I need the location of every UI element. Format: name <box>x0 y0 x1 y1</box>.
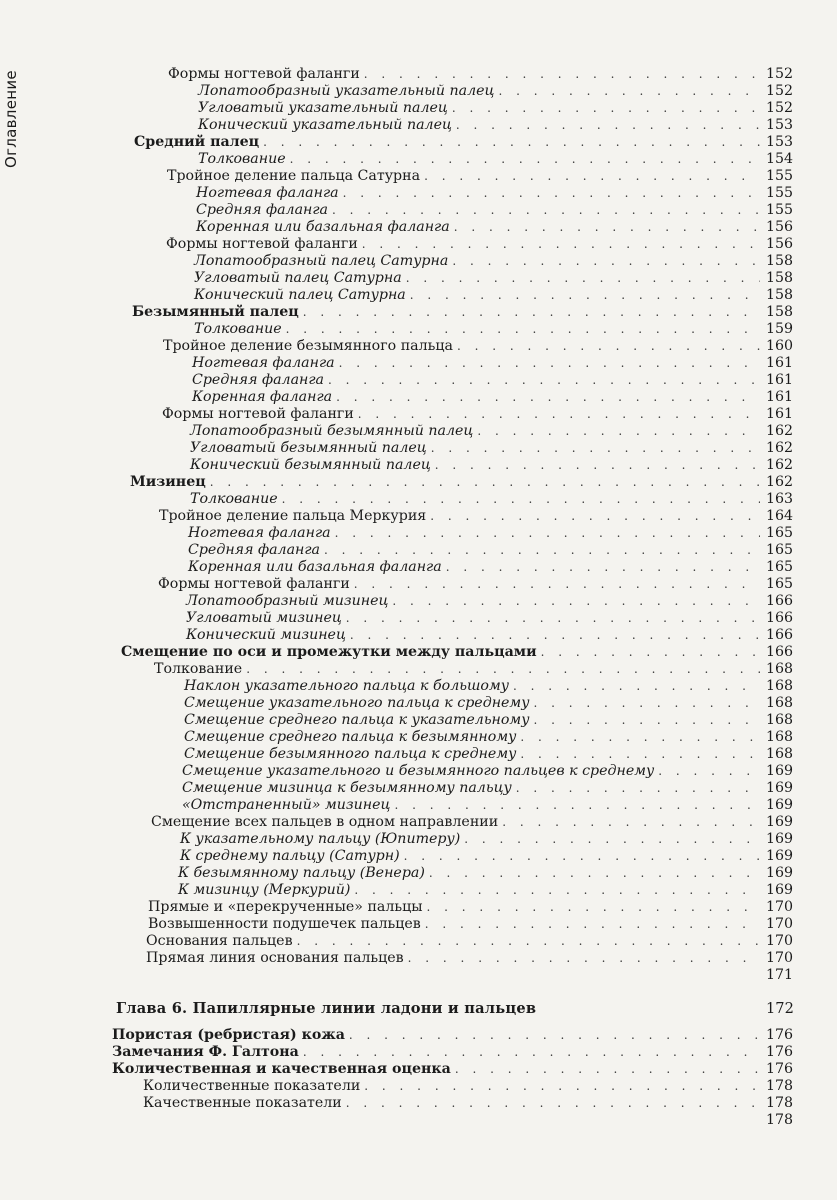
toc-entry <box>178 882 792 899</box>
toc-entry-page: 166 <box>766 593 794 609</box>
dot-leader <box>457 338 760 355</box>
toc-entry-title: Толкование <box>194 321 282 337</box>
toc-entry-title: Лопатообразный указательный палец <box>198 83 495 99</box>
toc-entry-title: Ногтевая фаланга <box>196 185 339 201</box>
toc-entry <box>148 899 792 916</box>
dot-leader <box>282 491 760 508</box>
toc-entry-page: 176 <box>766 1027 794 1043</box>
toc-entry <box>186 627 792 644</box>
toc-entry <box>180 848 792 865</box>
dot-leader <box>533 712 760 729</box>
toc-entry-page: 178 <box>766 1078 794 1094</box>
toc-entry-title: Прямые и «перекрученные» пальцы <box>148 899 423 915</box>
toc-entry-title: Смещение среднего пальца к безымянному <box>184 729 517 745</box>
toc-entry <box>134 134 792 151</box>
toc-entry <box>143 1078 792 1095</box>
toc-entry-title: Смещение безымянного пальца к среднему <box>184 746 517 762</box>
toc-entry-page: 169 <box>766 763 794 779</box>
dot-leader <box>392 593 760 610</box>
toc-entry-title: Средняя фаланга <box>196 202 328 218</box>
dot-leader <box>427 899 760 916</box>
dot-leader <box>533 695 760 712</box>
toc-entry <box>198 117 792 134</box>
toc-entry <box>198 100 792 117</box>
dot-leader <box>358 406 760 423</box>
dot-leader <box>354 576 760 593</box>
toc-entry-page: 152 <box>766 66 794 82</box>
toc-entry-page: 164 <box>766 508 794 524</box>
toc-entry <box>188 525 792 542</box>
toc-entry-title: Формы ногтевой фаланги <box>166 236 358 252</box>
toc-entry-title: Коренная фаланга <box>192 389 333 405</box>
section-side-title: Оглавление <box>2 70 20 168</box>
toc-entry-title: Конический мизинец <box>186 627 346 643</box>
toc-entry-page: 155 <box>766 202 794 218</box>
toc-entry-title: Конический указательный палец <box>198 117 452 133</box>
toc-entry <box>166 236 792 253</box>
toc-entry <box>162 406 792 423</box>
toc-entry-page: 158 <box>766 304 794 320</box>
toc-entry <box>196 202 792 219</box>
toc-entry-page: 156 <box>766 236 794 252</box>
toc-entry-page: 178 <box>766 1112 794 1128</box>
toc-entry-title: Средний палец <box>134 134 260 150</box>
toc-entry-title: Прямая линия основания пальцев <box>146 950 404 966</box>
toc-entry <box>182 763 792 780</box>
toc-entry-page: 171 <box>766 967 794 983</box>
toc-entry-page: 168 <box>766 678 794 694</box>
toc-entry <box>112 1044 792 1061</box>
toc-entry-title: Основания пальцев <box>146 933 293 949</box>
toc-entry <box>112 1061 792 1078</box>
toc-entry-page: 158 <box>766 253 794 269</box>
toc-entry <box>151 814 792 831</box>
dot-leader <box>303 304 760 321</box>
toc-entry-title: Смещение указательного и безымянного пальцев к среднему <box>182 763 655 779</box>
dot-leader <box>516 780 760 797</box>
toc-entry-page: 162 <box>766 457 794 473</box>
toc-entry <box>194 287 792 304</box>
toc-entry-page: 168 <box>766 695 794 711</box>
toc-entry <box>190 491 792 508</box>
toc-entry-title: Мизинец <box>130 474 206 490</box>
dot-leader <box>455 1061 760 1078</box>
toc-entry-page: 155 <box>766 168 794 184</box>
toc-entry-page: 168 <box>766 712 794 728</box>
toc-entry-page: 166 <box>766 610 794 626</box>
dot-leader <box>435 457 760 474</box>
toc-entry-title: Тройное деление пальца Сатурна <box>167 168 421 184</box>
dot-leader <box>332 202 760 219</box>
dot-leader <box>502 814 760 831</box>
dot-leader <box>350 627 760 644</box>
toc-entry-page: 161 <box>766 372 794 388</box>
toc-entry-page: 165 <box>766 576 794 592</box>
toc-entry <box>130 474 792 491</box>
toc-entry-page: 166 <box>766 644 794 660</box>
toc-entry <box>198 151 792 168</box>
toc-entry-page: 162 <box>766 423 794 439</box>
dot-leader <box>454 219 760 236</box>
dot-leader <box>410 287 760 304</box>
toc-entry-title: Угловатый палец Сатурна <box>194 270 402 286</box>
toc-entry-title: Угловатый указательный палец <box>198 100 448 116</box>
dot-leader <box>513 678 760 695</box>
toc-entry-title: Конический палец Сатурна <box>194 287 406 303</box>
dot-leader <box>343 185 760 202</box>
toc-entry-title: Ногтевая фаланга <box>188 525 331 541</box>
toc-entry-page: 165 <box>766 542 794 558</box>
dot-leader <box>364 66 760 83</box>
toc-entry <box>146 933 792 950</box>
toc-entry <box>190 457 792 474</box>
toc-entry <box>188 559 792 576</box>
toc-entry-page: 156 <box>766 219 794 235</box>
dot-leader <box>430 508 760 525</box>
toc-entry-title: Формы ногтевой фаланги <box>162 406 354 422</box>
dot-leader <box>408 950 760 967</box>
dot-leader <box>425 916 760 933</box>
dot-leader <box>362 236 760 253</box>
toc-entry-title: Коренная или базальная фаланга <box>188 559 442 575</box>
toc-entry <box>178 865 792 882</box>
chapter-heading <box>116 1000 792 1020</box>
dot-leader <box>210 474 760 491</box>
dot-leader <box>429 865 760 882</box>
toc-entry-page: 159 <box>766 321 794 337</box>
toc-entry <box>192 355 792 372</box>
toc-entry-page: 168 <box>766 729 794 745</box>
toc-entry <box>192 389 792 406</box>
toc-entry <box>194 321 792 338</box>
toc-entry <box>146 950 792 967</box>
toc-entry-page: 168 <box>766 746 794 762</box>
dot-leader <box>346 610 760 627</box>
toc-entry-title: Количественная и качественная оценка <box>112 1061 451 1077</box>
dot-leader <box>336 389 760 406</box>
toc-entry-title: Смещение всех пальцев в одном направлении <box>151 814 499 830</box>
dot-leader <box>335 525 760 542</box>
toc-entry-title: Тройное деление пальца Меркурия <box>159 508 427 524</box>
toc-entry-title: Толкование <box>154 661 243 677</box>
toc-entry-page: 158 <box>766 270 794 286</box>
dot-leader <box>498 83 760 100</box>
toc-entry-title: К указательному пальцу (Юпитеру) <box>180 831 461 847</box>
toc-entry <box>182 797 792 814</box>
toc-entry-title: Толкование <box>190 491 278 507</box>
toc-entry-title: К безымянному пальцу (Венера) <box>178 865 425 881</box>
toc-entry-title: «Отстраненный» мизинец <box>182 797 391 813</box>
toc-entry-page: 169 <box>766 848 794 864</box>
toc-entry-title: Лопатообразный палец Сатурна <box>194 253 449 269</box>
toc-entry-page: 161 <box>766 355 794 371</box>
toc-entry-page: 161 <box>766 406 794 422</box>
dot-leader <box>290 151 760 168</box>
toc-entry-page: 169 <box>766 797 794 813</box>
toc-entry <box>190 440 792 457</box>
toc-entry-title: Глава 6. Папиллярные линии ладони и пальцев <box>116 1000 537 1017</box>
dot-leader <box>431 440 760 457</box>
toc-entry-title: Пористая (ребристая) кожа <box>112 1027 345 1043</box>
dot-leader <box>364 1078 760 1095</box>
dot-leader <box>349 1027 760 1044</box>
toc-entry-page: 161 <box>766 389 794 405</box>
toc-entry-title: Коренная или базальная фаланга <box>196 219 450 235</box>
toc-entry-page: 162 <box>766 474 794 490</box>
toc-entry-title: Ногтевая фаланга <box>192 355 335 371</box>
toc-entry-page: 170 <box>766 916 794 932</box>
toc-entry-page: 170 <box>766 933 794 949</box>
toc-entry-title: Возвышенности подушечек пальцев <box>148 916 421 932</box>
toc-entry-page: 172 <box>766 1000 794 1017</box>
toc-entry-title: Качественные показатели <box>143 1095 342 1111</box>
toc-entry-title: Средняя фаланга <box>192 372 324 388</box>
toc-entry-page: 176 <box>766 1061 794 1077</box>
toc-entry <box>184 712 792 729</box>
toc-entry-page: 169 <box>766 865 794 881</box>
toc-entry <box>182 780 792 797</box>
dot-leader <box>452 253 760 270</box>
toc-entry-page: 165 <box>766 559 794 575</box>
toc-entry-title: Средняя фаланга <box>188 542 320 558</box>
toc-entry <box>192 372 792 389</box>
dot-leader <box>324 542 760 559</box>
toc-entry-title: Смещение указательного пальца к среднему <box>184 695 530 711</box>
toc-entry-page: 163 <box>766 491 794 507</box>
dot-leader <box>303 1044 760 1061</box>
dot-leader <box>446 559 760 576</box>
toc-entry-title: Замечания Ф. Галтона <box>112 1044 299 1060</box>
toc-entry-page: 160 <box>766 338 794 354</box>
toc-entry <box>184 695 792 712</box>
toc-entry <box>186 593 792 610</box>
toc-entry <box>167 168 792 185</box>
toc-entry-title: Угловатый мизинец <box>186 610 342 626</box>
toc-entry-title: Формы ногтевой фаланги <box>158 576 350 592</box>
toc-entry <box>190 423 792 440</box>
toc-entry-title: Смещение мизинца к безымянному пальцу <box>182 780 512 796</box>
toc-entry-page: 153 <box>766 117 794 133</box>
dot-leader <box>456 117 760 134</box>
toc-entry <box>168 66 792 83</box>
toc-entry <box>184 678 792 695</box>
toc-entry <box>163 338 792 355</box>
toc-entry-title: Толкование <box>198 151 286 167</box>
dot-leader <box>354 882 760 899</box>
dot-leader <box>541 644 760 661</box>
toc-entry <box>196 219 792 236</box>
toc-entry-page: 170 <box>766 950 794 966</box>
dot-leader <box>346 1095 760 1112</box>
toc-entry <box>186 610 792 627</box>
toc-entry <box>188 542 792 559</box>
dot-leader <box>520 729 760 746</box>
dot-leader <box>658 763 760 780</box>
toc-entry-title: Угловатый безымянный палец <box>190 440 427 456</box>
toc-entry-title: Тройное деление безымянного пальца <box>163 338 453 354</box>
toc-entry-page: 178 <box>766 1095 794 1111</box>
toc-entry-page: 162 <box>766 440 794 456</box>
toc-entry <box>154 661 792 678</box>
dot-leader <box>263 134 760 151</box>
toc-entry-page: 158 <box>766 287 794 303</box>
dot-leader <box>339 355 760 372</box>
dot-leader <box>406 270 760 287</box>
toc-entry-title: Смещение по оси и промежутки между пальцами <box>121 644 537 660</box>
toc-entry-title: Формы ногтевой фаланги <box>168 66 360 82</box>
toc-entry-page: 176 <box>766 1044 794 1060</box>
dot-leader <box>297 933 760 950</box>
dot-leader <box>286 321 760 338</box>
toc-entry-title: К мизинцу (Меркурий) <box>178 882 351 898</box>
toc-entry-title: К среднему пальцу (Сатурн) <box>180 848 400 864</box>
toc-entry-title: Лопатообразный мизинец <box>186 593 389 609</box>
toc-entry <box>143 1095 792 1112</box>
dot-leader <box>464 831 760 848</box>
toc-entry-page: 169 <box>766 882 794 898</box>
toc-entry <box>194 270 792 287</box>
toc-entry <box>112 1027 792 1044</box>
toc-entry-title: Наклон указательного пальца к большому <box>184 678 509 694</box>
toc-entry <box>184 746 792 763</box>
toc-entry <box>196 185 792 202</box>
toc-entry <box>146 967 792 984</box>
toc-entry <box>143 1112 792 1129</box>
toc-entry <box>184 729 792 746</box>
toc-entry-page: 165 <box>766 525 794 541</box>
toc-entry-page: 155 <box>766 185 794 201</box>
toc-entry-page: 154 <box>766 151 794 167</box>
toc-entry-page: 153 <box>766 134 794 150</box>
toc-entry-title: Лопатообразный безымянный палец <box>190 423 474 439</box>
dot-leader <box>404 848 760 865</box>
toc-entry-page: 166 <box>766 627 794 643</box>
toc-entry <box>180 831 792 848</box>
dot-leader <box>424 168 760 185</box>
toc-entry-page: 170 <box>766 899 794 915</box>
toc-entry-page: 169 <box>766 831 794 847</box>
toc-entry-title: Смещение среднего пальца к указательному <box>184 712 530 728</box>
toc-entry <box>194 253 792 270</box>
toc-entry <box>132 304 792 321</box>
toc-entry <box>121 644 792 661</box>
dot-leader <box>328 372 760 389</box>
toc-entry-title: Безымянный палец <box>132 304 299 320</box>
toc-entry <box>159 508 792 525</box>
toc-entry-page: 152 <box>766 100 794 116</box>
toc-entry-title: Конический безымянный палец <box>190 457 431 473</box>
dot-leader <box>246 661 760 678</box>
toc-entry <box>158 576 792 593</box>
toc-entry-page: 169 <box>766 814 794 830</box>
dot-leader <box>520 746 760 763</box>
toc-entry-page: 169 <box>766 780 794 796</box>
toc-entry-title: Количественные показатели <box>143 1078 361 1094</box>
toc-entry-page: 168 <box>766 661 794 677</box>
dot-leader <box>477 423 760 440</box>
toc-entry <box>198 83 792 100</box>
dot-leader <box>452 100 760 117</box>
toc-entry <box>148 916 792 933</box>
dot-leader <box>394 797 760 814</box>
toc-entry-page: 152 <box>766 83 794 99</box>
